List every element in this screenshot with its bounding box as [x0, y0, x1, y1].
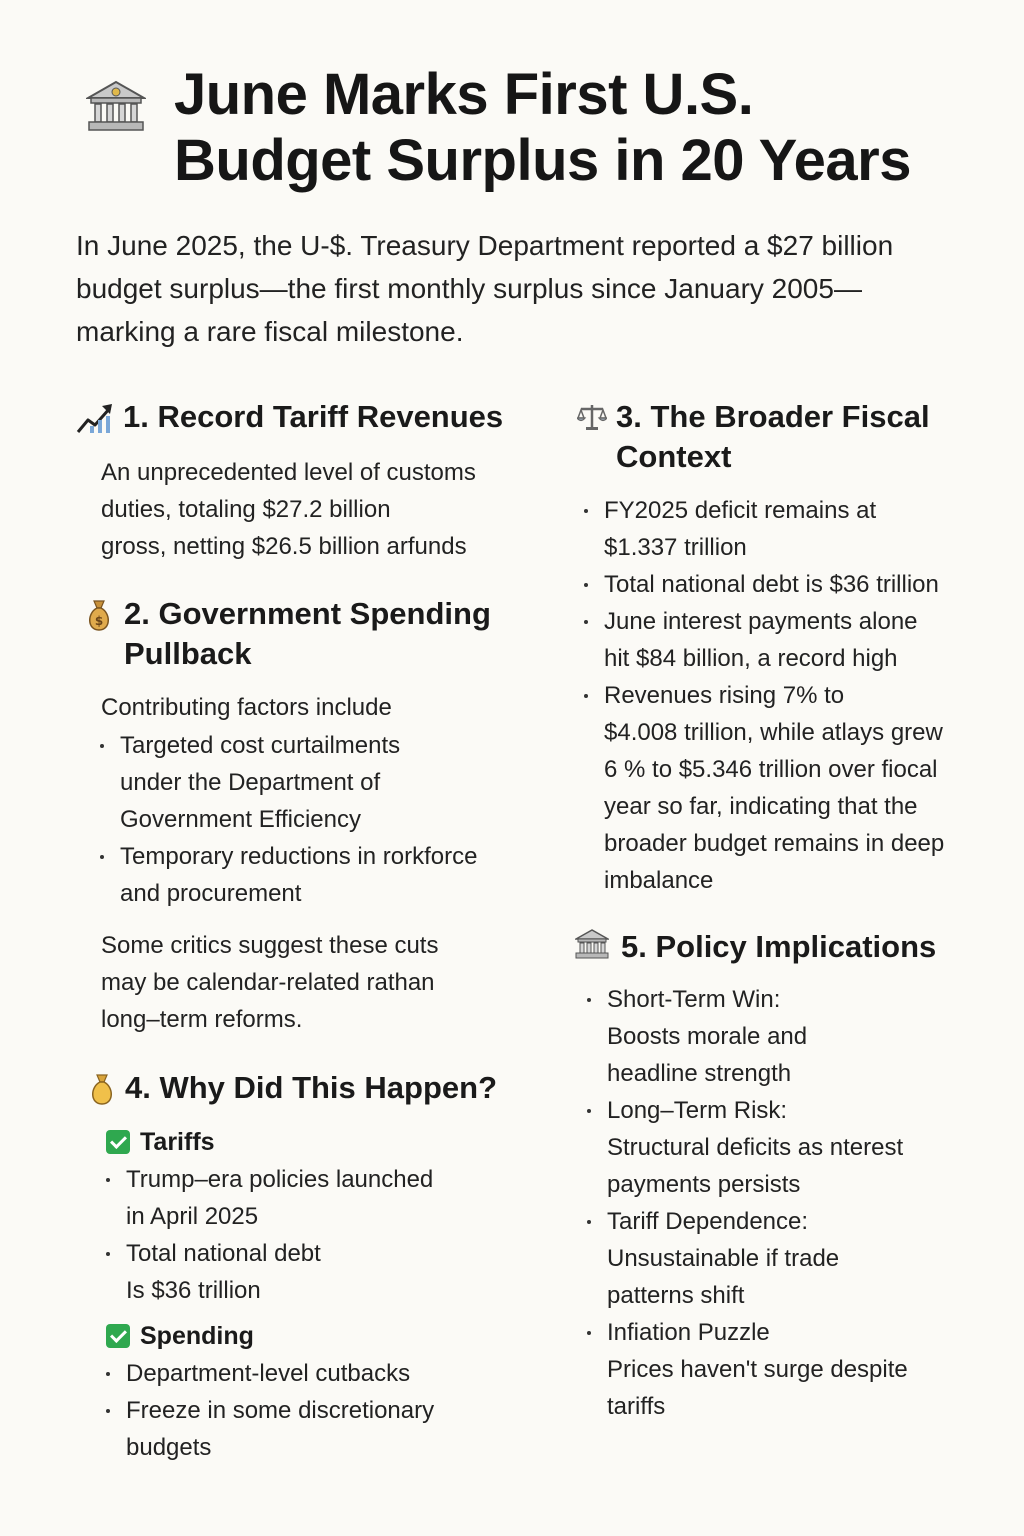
body-line: long–term reforms.: [101, 1006, 303, 1033]
heading-line: 5. Policy Implications: [621, 929, 937, 964]
heading-line: 2. Government Spending: [124, 596, 491, 631]
bullet-line: tariffs: [607, 1393, 666, 1420]
list-item: [585, 1314, 908, 1425]
bullet-line: year so far, indicating that the: [604, 793, 918, 820]
list-item: [585, 1092, 908, 1203]
section-2-lead: Contributing factors include: [101, 694, 392, 721]
title-line: Budget Surplus in 20 Years: [174, 128, 911, 193]
section-3-heading: [616, 397, 930, 477]
section-3-bullets: [582, 492, 944, 899]
bullet-line: $4.008 trillion, while atlays grew: [604, 719, 943, 746]
list-item: [104, 1161, 433, 1235]
list-item: [582, 492, 944, 566]
bank-icon: [86, 78, 146, 134]
title-line: June Marks First U.S.: [174, 62, 754, 127]
bullet-line: Government Efficiency: [120, 806, 361, 833]
bullet-line: Freeze in some discretionary: [126, 1397, 435, 1424]
bullet-line: under the Department of: [120, 769, 381, 796]
svg-text:$: $: [94, 614, 104, 628]
list-item: [585, 981, 908, 1092]
bullet-line: patterns shift: [607, 1282, 745, 1309]
list-item: [582, 566, 944, 603]
section-4-heading: [125, 1068, 497, 1108]
bullet-line: Tariff Dependence:: [607, 1208, 809, 1235]
bullet-line: Boosts morale and: [607, 1023, 808, 1050]
bullet-line: Infiation Puzzle: [607, 1319, 770, 1346]
bullet-line: Temporary reductions in rorkforce: [120, 843, 478, 870]
section-1-heading: [123, 397, 503, 437]
body-line: gross, netting $26.5 billion arfunds: [101, 533, 467, 560]
money-bag-icon: [86, 598, 112, 632]
section-5-bullets: [585, 981, 908, 1425]
intro-line: marking a rare fiscal milestone.: [76, 316, 464, 347]
heading-line: Pullback: [124, 636, 252, 671]
bullet-line: in April 2025: [126, 1203, 259, 1230]
group-label: Spending: [140, 1322, 254, 1350]
bullet-line: imbalance: [604, 867, 714, 894]
scales-icon: [577, 402, 607, 432]
list-item: [585, 1203, 908, 1314]
intro-paragraph: [76, 224, 956, 353]
section-5-heading: [621, 927, 936, 967]
list-item: [582, 603, 944, 677]
bullet-line: Prices haven't surge despite: [607, 1356, 908, 1383]
bullet-line: hit $84 billion, a record high: [604, 645, 898, 672]
intro-line: budget surplus—the first monthly surplus since January 2005—: [76, 273, 862, 304]
section-2-bullets: [98, 727, 477, 912]
bullet-line: 6 % to $5.346 trillion over fiocal: [604, 756, 938, 783]
tariffs-bullets: [104, 1161, 433, 1309]
checkmark-icon: [106, 1130, 130, 1154]
bullet-line: Trump–era policies launched: [126, 1166, 434, 1193]
group-label-spending: [106, 1318, 254, 1354]
section-2-heading: [124, 594, 491, 674]
list-item: [104, 1235, 433, 1309]
bullet-line: Short-Term Win:: [607, 986, 781, 1013]
bullet-line: payments persists: [607, 1171, 801, 1198]
bullet-line: Long–Term Risk:: [607, 1097, 788, 1124]
group-label-tariffs: [106, 1124, 215, 1160]
bullet-line: Unsustainable if trade: [607, 1245, 840, 1272]
body-line: may be calendar-related rathan: [101, 969, 435, 996]
body-line: An unprecedented level of customs: [101, 459, 476, 486]
spending-bullets: [104, 1355, 434, 1466]
list-item: [98, 838, 477, 912]
page-title: [174, 62, 974, 194]
list-item: [582, 677, 944, 899]
list-item: [104, 1355, 434, 1392]
list-item: [98, 727, 477, 838]
heading-line: Context: [616, 439, 732, 474]
bullet-line: Targeted cost curtailments: [120, 732, 401, 759]
bullet-line: budgets: [126, 1434, 212, 1461]
bullet-line: June interest payments alone: [604, 608, 918, 635]
bullet-line: Total national debt: [126, 1240, 321, 1267]
group-label: Tariffs: [140, 1128, 215, 1156]
bullet-line: $1.337 trillion: [604, 534, 747, 561]
list-item: [104, 1392, 434, 1466]
body-line: Some critics suggest these cuts: [101, 932, 439, 959]
bank-icon: [575, 928, 609, 960]
bullet-line: Revenues rising 7% to: [604, 682, 845, 709]
body-line: duties, totaling $27.2 billion: [101, 496, 391, 523]
bullet-line: FY2025 deficit remains at: [604, 497, 877, 524]
checkmark-icon: [106, 1324, 130, 1348]
bullet-line: Structural deficits as nterest: [607, 1134, 904, 1161]
section-2-note: [101, 927, 438, 1038]
bullet-line: Total national debt is $36 trillion: [604, 571, 939, 598]
heading-line: 1. Record Tariff Revenues: [123, 399, 504, 434]
chart-up-icon: [76, 402, 114, 434]
bullet-line: and procurement: [120, 880, 302, 907]
bullet-line: broader budget remains in deep: [604, 830, 945, 857]
heading-line: 3. The Broader Fiscal: [616, 399, 930, 434]
bullet-line: Is $36 trillion: [126, 1277, 261, 1304]
section-1-body: [101, 454, 476, 565]
bullet-line: headline strength: [607, 1060, 792, 1087]
heading-line: 4. Why Did This Happen?: [125, 1070, 498, 1105]
intro-line: In June 2025, the U-$. Treasury Department reported a $27 billion: [76, 230, 894, 261]
money-bag-icon: [89, 1072, 115, 1106]
bullet-line: Department-level cutbacks: [126, 1360, 411, 1387]
